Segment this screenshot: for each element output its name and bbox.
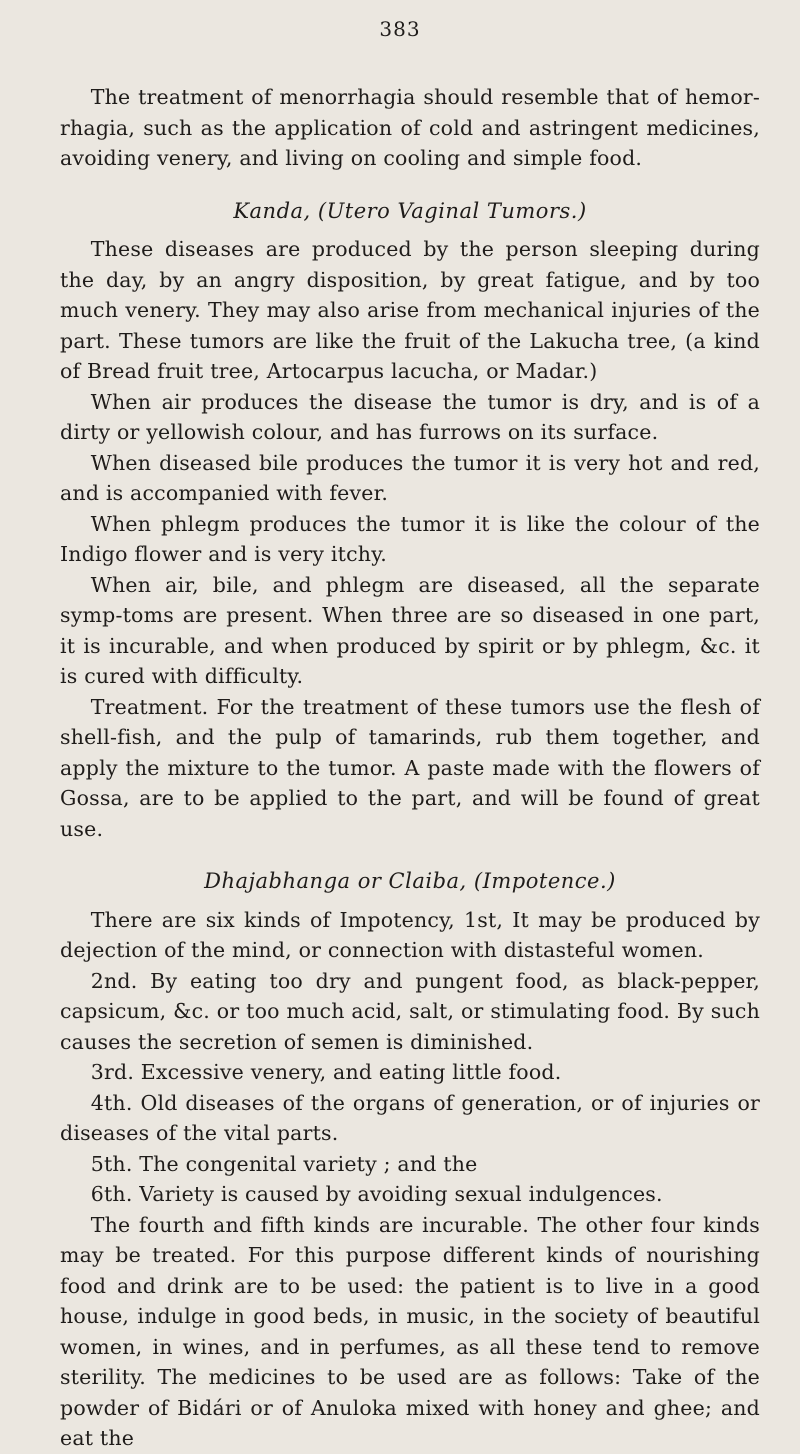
impotence-item-4th: 4th. Old diseases of the organs of generation, or of injuries or diseases of the vital parts. (60, 1090, 760, 1145)
kanda-paragraph-bile: When diseased bile produces the tumor it is very hot and red, and is accompanied with fever. (60, 450, 760, 505)
section-heading-impotence: Dhajabhanga or Claiba, (Impotence.) (204, 869, 616, 893)
kanda-paragraph-air: When air produces the disease the tumor is dry, and is of a dirty or yellowish colour, and has furrows on its surface. (60, 389, 760, 444)
intro-paragraph: The treatment of menorrhagia should resemble that of hemor-rhagia, such as the application of cold and astringent medicines, avoiding venery, and living on cooling and simple food. (60, 85, 760, 170)
impotence-item-5th: 5th. The congenital variety ; and the (90, 1151, 478, 1176)
kanda-paragraph-phlegm: When phlegm produces the tumor it is like the colour of the Indigo flower and is very itchy. (60, 511, 760, 566)
kanda-paragraph-treatment: Treatment. For the treatment of these tumors use the flesh of shell-fish, and the pulp of tamarinds, rub them together, and apply the mixture to the tumor. A paste made with the flowers of Gossa, are to be applied to the part, and will be found of great use. (60, 694, 760, 841)
kanda-paragraph-combined: When air, bile, and phlegm are diseased, all the separate symp-toms are present. When three are so diseased in one part, it is incurable, and when produced by spirit or by phlegm, &c. it is cured with difficulty. (60, 572, 760, 688)
impotence-paragraph-treatment: The fourth and fifth kinds are incurable. The other four kinds may be treated. For this purpose different kinds of nourishing food and drink are to be used: the patient is to live in a good house, indulge in good beds, in music, in the society of beautiful women, in wines, and in perfumes, as all these tend to remove sterility. The medicines to be used are as follows: Take of the powder of Bidári or of Anuloka mixed with honey and ghee; and eat the (60, 1212, 760, 1450)
page-number: 383 (379, 17, 421, 41)
impotence-item-6th: 6th. Variety is caused by avoiding sexual indulgences. (90, 1182, 663, 1206)
kanda-paragraph-causes: These diseases are produced by the person sleeping during the day, by an angry disposition, by great fatigue, and by too much venery. They may also arise from mechanical injuries of the part. These tumors are like the fruit of the Lakucha tree, (a kind of Bread fruit tree, Artocarpus lacucha, or Madar.) (60, 237, 760, 383)
impotence-item-2nd: 2nd. By eating too dry and pungent food, as black-pepper, capsicum, &c. or too much acid, salt, or stimulating food. By such causes the secretion of semen is diminished. (60, 968, 760, 1054)
impotence-paragraph-intro: There are six kinds of Impotency, 1st, It may be produced by dejection of the mind, or connection with distasteful women. (60, 907, 760, 962)
page-body (60, 82, 760, 1454)
impotence-item-3rd: 3rd. Excessive venery, and eating little food. (90, 1060, 562, 1084)
section-heading-kanda: Kanda, (Utero Vaginal Tumors.) (233, 198, 587, 223)
